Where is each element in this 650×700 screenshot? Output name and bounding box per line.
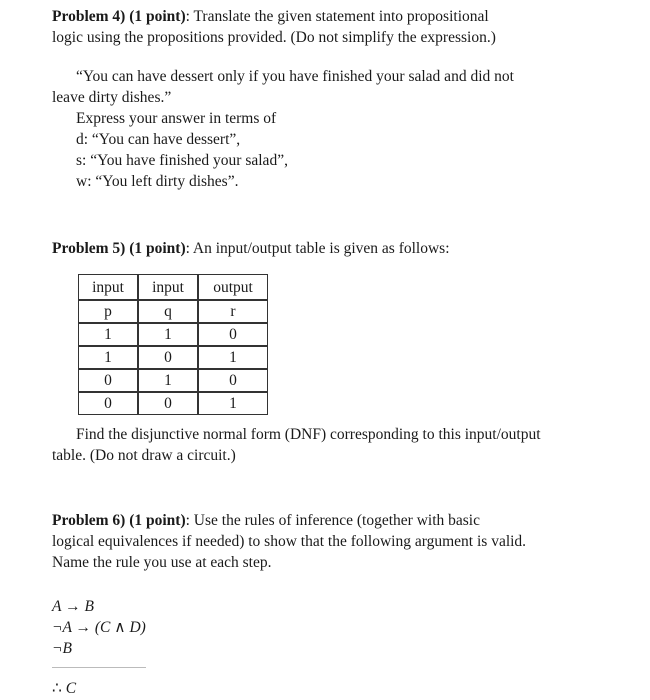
table-row bbox=[78, 369, 268, 392]
problem-4-quote bbox=[52, 66, 632, 108]
table-header-row bbox=[78, 274, 268, 300]
problem-6-line-1 bbox=[52, 510, 632, 531]
table-cell: 0 bbox=[138, 346, 198, 369]
problem-4-quote-line-2: leave dirty dishes.” bbox=[52, 89, 172, 106]
premise-3: ¬B bbox=[52, 640, 72, 657]
argument-divider bbox=[52, 667, 146, 668]
table-var-row bbox=[78, 300, 268, 323]
argument-premises bbox=[52, 596, 632, 659]
problem-4-line-1 bbox=[52, 6, 632, 27]
table-header-cell: input bbox=[78, 274, 138, 300]
problem-6-line-3: Name the rule you use at each step. bbox=[52, 554, 272, 571]
table-cell: 1 bbox=[138, 369, 198, 392]
table-row bbox=[78, 392, 268, 415]
input-output-table bbox=[78, 274, 268, 415]
table-cell: 1 bbox=[78, 323, 138, 346]
argument-conclusion bbox=[52, 678, 76, 699]
table-cell: 1 bbox=[198, 392, 268, 415]
conclusion-text: C bbox=[65, 680, 77, 697]
table-row bbox=[78, 346, 268, 369]
problem-4-heading: Problem 4) (1 point) bbox=[52, 8, 186, 25]
table-cell: 1 bbox=[78, 346, 138, 369]
problem-5-heading: Problem 5) (1 point) bbox=[52, 240, 186, 257]
table-cell: 0 bbox=[198, 369, 268, 392]
problem-5-intro bbox=[52, 238, 632, 259]
table-cell: 1 bbox=[138, 323, 198, 346]
problem-5-task bbox=[52, 424, 632, 466]
problem-4-intro-text: : Translate the given statement into propositional bbox=[185, 8, 489, 25]
problem-4-express: Express your answer in terms of bbox=[76, 110, 277, 127]
proposition-s: s: “You have finished your salad”, bbox=[76, 152, 288, 169]
problem-4-propositions bbox=[52, 108, 632, 192]
problem-6-intro bbox=[52, 510, 632, 573]
proposition-d: d: “You can have dessert”, bbox=[76, 131, 241, 148]
premise-2: ¬A → (C ∧ D) bbox=[52, 619, 146, 636]
table-cell: 0 bbox=[138, 392, 198, 415]
table-header-cell: input bbox=[138, 274, 198, 300]
table-var-cell: r bbox=[198, 300, 268, 323]
problem-4-intro bbox=[52, 6, 632, 48]
table-cell: 0 bbox=[78, 369, 138, 392]
table-cell: 0 bbox=[198, 323, 268, 346]
table-cell: 0 bbox=[78, 392, 138, 415]
problem-6-line-2: logical equivalences if needed) to show that the following argument is valid. bbox=[52, 533, 527, 550]
problem-5-find-line-2: table. (Do not draw a circuit.) bbox=[52, 447, 236, 464]
problem-5-find-line-1: Find the disjunctive normal form (DNF) corresponding to this input/output bbox=[76, 426, 541, 443]
problem-6-heading: Problem 6) (1 point) bbox=[52, 512, 186, 529]
problem-5-line-1 bbox=[52, 238, 632, 259]
table-var-cell: q bbox=[138, 300, 198, 323]
proposition-w: w: “You left dirty dishes”. bbox=[76, 173, 239, 190]
problem-4-line-2: logic using the propositions provided. (Do not simplify the expression.) bbox=[52, 29, 496, 46]
table-var-cell: p bbox=[78, 300, 138, 323]
therefore-symbol: ∴ bbox=[52, 680, 62, 697]
problem-6-intro-text: : Use the rules of inference (together with basic bbox=[185, 512, 480, 529]
problem-4-quote-line-1: “You can have dessert only if you have finished your salad and did not bbox=[76, 68, 514, 85]
table-cell: 1 bbox=[198, 346, 268, 369]
problem-5-intro-text: : An input/output table is given as follows: bbox=[185, 240, 450, 257]
premise-1: A → B bbox=[52, 598, 94, 615]
table-row bbox=[78, 323, 268, 346]
table-header-cell: output bbox=[198, 274, 268, 300]
